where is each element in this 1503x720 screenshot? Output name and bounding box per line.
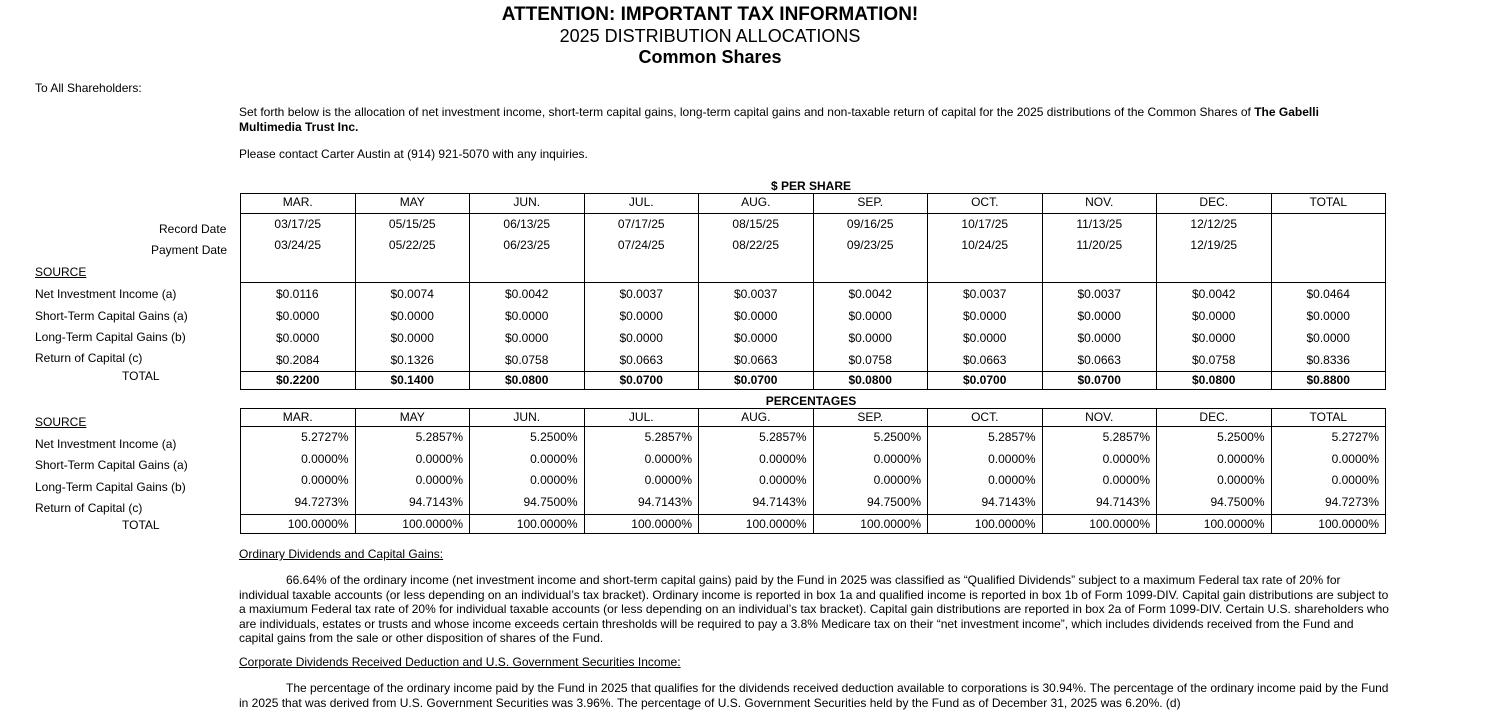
- fund-name: The Gabelli Multimedia Trust Inc.: [239, 105, 1319, 134]
- column-header: JUN.: [470, 409, 584, 427]
- value-block: [356, 283, 470, 371]
- row-label-ltcg: Long-Term Capital Gains (b): [35, 330, 186, 344]
- per-share-column: [1157, 194, 1272, 390]
- pct-value-cell: 5.2500%: [530, 430, 578, 444]
- row-label-total: TOTAL: [122, 369, 160, 383]
- corporate-paragraph: The percentage of the ordinary income paid by the Fund in 2025 that qualifies for the dividends received deduction available to corporations is 30.94%. The percentage of the ordinary income paid by the Fund in 2025 that was derived from U.S. Government Securities was 3.96%. The percentage of U.S. Government Securities held by the Fund as of December 31, 2025 was 6.20%. (d): [239, 681, 1389, 710]
- column-header: TOTAL: [1272, 194, 1386, 214]
- total-cell: $0.0800: [470, 371, 584, 389]
- pct-total-cell: 100.0000%: [1043, 514, 1157, 533]
- value-cell: $0.0758: [848, 353, 892, 367]
- value-cell: $0.0037: [963, 287, 1007, 301]
- column-header: JUL.: [585, 194, 699, 214]
- pct-value-cell: 5.2500%: [1217, 430, 1265, 444]
- value-cell: $0.0042: [505, 287, 549, 301]
- percentages-column: [1157, 409, 1272, 534]
- value-cell: $0.0000: [848, 309, 892, 323]
- column-header: SEP.: [814, 194, 928, 214]
- value-cell: $0.0000: [1192, 309, 1236, 323]
- ordinary-heading: Ordinary Dividends and Capital Gains:: [239, 547, 444, 561]
- pct-value-cell: 94.7143%: [637, 495, 692, 510]
- per-share-column: [1042, 194, 1157, 390]
- share-class-title: Common Shares: [638, 47, 782, 67]
- value-cell: $0.0000: [963, 309, 1007, 323]
- pct-value-cell: 0.0000%: [988, 473, 1036, 488]
- pct-value-cell: 5.2500%: [873, 430, 921, 444]
- percentages-column: [813, 409, 928, 534]
- total-cell: $0.0700: [928, 371, 1042, 389]
- pct-value-block: [356, 427, 470, 514]
- date-block: [470, 214, 584, 283]
- column-header: MAY: [356, 409, 470, 427]
- value-cell: $0.0758: [505, 353, 549, 367]
- pct-value-cell: 0.0000%: [988, 451, 1036, 466]
- value-cell: $0.0000: [390, 331, 434, 345]
- pct-value-block: [928, 427, 1042, 514]
- per-share-column: [355, 194, 470, 390]
- pct-value-cell: 94.7273%: [294, 495, 349, 510]
- record-date-cell: 11/13/25: [1076, 217, 1123, 231]
- pct-value-block: [1043, 427, 1157, 514]
- pct-value-cell: 0.0000%: [1217, 473, 1265, 488]
- value-block: [699, 283, 813, 371]
- percentages-column: [928, 409, 1043, 534]
- total-cell: $0.8800: [1272, 371, 1386, 389]
- date-block: [356, 214, 470, 283]
- record-date-cell: [1272, 216, 1386, 237]
- pct-value-cell: 0.0000%: [301, 473, 349, 488]
- column-header: OCT.: [928, 409, 1042, 427]
- pct-row-label-ltcg: Long-Term Capital Gains (b): [35, 480, 186, 494]
- payment-date-cell: 06/23/25: [503, 238, 551, 252]
- date-block: [1157, 214, 1271, 283]
- per-share-column: [699, 194, 814, 390]
- pct-value-cell: 94.7500%: [523, 495, 578, 510]
- row-label-roc: Return of Capital (c): [35, 351, 143, 365]
- pct-value-cell: 5.2727%: [1331, 430, 1379, 444]
- payment-date-cell: 10/24/25: [961, 238, 1009, 252]
- pct-value-cell: 5.2857%: [415, 430, 463, 444]
- payment-date-cell: 03/24/25: [274, 238, 322, 252]
- pct-value-block: [241, 427, 355, 514]
- pct-total-cell: 100.0000%: [241, 514, 355, 533]
- column-header: AUG.: [699, 409, 813, 427]
- record-date-label: Record Date: [159, 222, 227, 236]
- value-cell: $0.0000: [1077, 309, 1121, 323]
- record-date-cell: 10/17/25: [961, 217, 1009, 231]
- total-cell: $0.0700: [1043, 371, 1157, 389]
- per-share-column: [241, 194, 356, 390]
- per-share-column: [584, 194, 699, 390]
- pct-value-cell: 94.7143%: [981, 495, 1036, 510]
- pct-value-cell: 5.2857%: [1102, 430, 1150, 444]
- value-cell: $0.0000: [505, 331, 549, 345]
- pct-value-block: [814, 427, 928, 514]
- pct-value-cell: 5.2857%: [644, 430, 692, 444]
- percentages-column: [1271, 409, 1386, 534]
- value-cell: $0.0000: [1306, 309, 1350, 323]
- total-cell: $0.0800: [1157, 371, 1271, 389]
- pct-value-block: [585, 427, 699, 514]
- payment-date-cell: 08/22/25: [732, 238, 780, 252]
- page-title: ATTENTION: IMPORTANT TAX INFORMATION!: [501, 4, 919, 25]
- column-header: MAY: [356, 194, 470, 214]
- pct-row-label-nii: Net Investment Income (a): [35, 437, 177, 451]
- value-cell: $0.0663: [734, 353, 778, 367]
- per-share-column: [813, 194, 928, 390]
- pct-value-cell: 5.2857%: [988, 430, 1036, 444]
- pct-value-cell: 0.0000%: [1217, 451, 1265, 466]
- payment-date-label: Payment Date: [151, 243, 228, 257]
- record-date-cell: 09/16/25: [846, 217, 894, 231]
- pct-value-cell: 0.0000%: [415, 451, 463, 466]
- record-date-cell: 12/12/25: [1190, 217, 1238, 231]
- pct-total-cell: 100.0000%: [1157, 514, 1271, 533]
- percentages-column: [1042, 409, 1157, 534]
- value-cell: $0.0758: [1192, 353, 1236, 367]
- pct-value-cell: 0.0000%: [415, 473, 463, 488]
- value-cell: $0.0464: [1306, 287, 1350, 301]
- value-cell: $0.0037: [734, 287, 778, 301]
- column-header: DEC.: [1157, 194, 1271, 214]
- date-block: [814, 214, 928, 283]
- pct-total-cell: 100.0000%: [356, 514, 470, 533]
- date-block: [1272, 214, 1386, 283]
- value-block: [928, 283, 1042, 371]
- pct-value-block: [470, 427, 584, 514]
- percentages-column: [584, 409, 699, 534]
- total-cell: $0.1400: [356, 371, 470, 389]
- value-block: [470, 283, 584, 371]
- record-date-cell: 05/15/25: [388, 217, 436, 231]
- column-header: NOV.: [1043, 194, 1157, 214]
- contact-line: Please contact Carter Austin at (914) 921-5070 with any inquiries.: [239, 147, 588, 161]
- value-block: [241, 283, 355, 371]
- record-date-cell: 08/15/25: [732, 217, 780, 231]
- value-cell: $0.0000: [276, 331, 320, 345]
- pct-value-cell: 94.7273%: [1324, 495, 1379, 510]
- date-block: [585, 214, 699, 283]
- value-cell: $0.0663: [1077, 353, 1121, 367]
- pct-value-cell: 94.7143%: [752, 495, 807, 510]
- column-header: AUG.: [699, 194, 813, 214]
- payment-date-cell: 11/20/25: [1076, 238, 1123, 252]
- pct-value-cell: 94.7500%: [866, 495, 921, 510]
- pct-row-label-total: TOTAL: [122, 518, 160, 532]
- value-cell: $0.0000: [963, 331, 1007, 345]
- value-cell: $0.1326: [390, 353, 434, 367]
- corporate-heading: Corporate Dividends Received Deduction and U.S. Government Securities Income:: [239, 655, 681, 669]
- intro-text: Set forth below is the allocation of net investment income, short-term capital gains, long-term capital gains and non-taxable return of capital for the 2025 distributions of the Common Shares of: [239, 105, 1255, 119]
- pct-value-cell: 5.2857%: [759, 430, 807, 444]
- column-header: JUN.: [470, 194, 584, 214]
- pct-value-cell: 94.7143%: [408, 495, 463, 510]
- column-header: SEP.: [814, 409, 928, 427]
- pct-value-cell: 0.0000%: [759, 451, 807, 466]
- pct-source-label: SOURCE: [35, 415, 87, 429]
- payment-date-cell: 09/23/25: [846, 238, 894, 252]
- pct-value-cell: 0.0000%: [1102, 473, 1150, 488]
- record-date-cell: 03/17/25: [274, 217, 322, 231]
- pct-value-block: [699, 427, 813, 514]
- value-cell: $0.0037: [619, 287, 663, 301]
- pct-value-cell: 0.0000%: [530, 473, 578, 488]
- pct-value-cell: 0.0000%: [1102, 451, 1150, 466]
- value-cell: $0.0074: [390, 287, 434, 301]
- intro-paragraph: [239, 105, 1379, 134]
- per-share-heading: $ PER SHARE: [770, 179, 852, 193]
- pct-total-cell: 100.0000%: [928, 514, 1042, 533]
- percentages-table: [240, 408, 1386, 534]
- record-date-cell: 07/17/25: [617, 217, 665, 231]
- percentages-column: [470, 409, 585, 534]
- value-cell: $0.0000: [734, 309, 778, 323]
- value-cell: $0.0000: [619, 331, 663, 345]
- value-block: [1272, 283, 1386, 371]
- pct-value-cell: 0.0000%: [301, 451, 349, 466]
- value-cell: $0.0000: [390, 309, 434, 323]
- pct-value-cell: 0.0000%: [759, 473, 807, 488]
- value-cell: $0.0000: [276, 309, 320, 323]
- pct-value-cell: 94.7143%: [1095, 495, 1150, 510]
- pct-total-cell: 100.0000%: [699, 514, 813, 533]
- pct-value-cell: 0.0000%: [1331, 473, 1379, 488]
- pct-value-cell: 0.0000%: [873, 451, 921, 466]
- pct-value-cell: 94.7500%: [1210, 495, 1265, 510]
- pct-value-cell: 5.2727%: [301, 430, 349, 444]
- date-block: [699, 214, 813, 283]
- value-cell: $0.0000: [619, 309, 663, 323]
- percentages-column: [355, 409, 470, 534]
- row-label-stcg: Short-Term Capital Gains (a): [35, 309, 188, 323]
- column-header: JUL.: [585, 409, 699, 427]
- pct-value-block: [1157, 427, 1271, 514]
- value-cell: $0.0116: [276, 287, 319, 301]
- payment-date-cell: 07/24/25: [617, 238, 665, 252]
- value-block: [585, 283, 699, 371]
- per-share-column: [1271, 194, 1386, 390]
- date-block: [1043, 214, 1157, 283]
- value-cell: $0.0000: [848, 331, 892, 345]
- value-cell: $0.0000: [1077, 331, 1121, 345]
- date-block: [241, 214, 355, 283]
- pct-value-cell: 0.0000%: [530, 451, 578, 466]
- date-block: [928, 214, 1042, 283]
- value-cell: $0.8336: [1306, 353, 1350, 367]
- total-cell: $0.2200: [241, 371, 355, 389]
- pct-value-cell: 0.0000%: [644, 451, 692, 466]
- pct-value-cell: 0.0000%: [1331, 451, 1379, 466]
- value-cell: $0.2084: [276, 353, 320, 367]
- pct-total-cell: 100.0000%: [470, 514, 584, 533]
- column-header: MAR.: [241, 194, 355, 214]
- salutation: To All Shareholders:: [35, 81, 142, 95]
- value-cell: $0.0000: [1306, 331, 1350, 345]
- percentages-column: [241, 409, 356, 534]
- column-header: TOTAL: [1272, 409, 1386, 427]
- payment-date-cell: 05/22/25: [388, 238, 436, 252]
- per-share-column: [928, 194, 1043, 390]
- per-share-column: [470, 194, 585, 390]
- record-date-cell: 06/13/25: [503, 217, 551, 231]
- percentages-heading: PERCENTAGES: [765, 394, 857, 408]
- page-subtitle: 2025 DISTRIBUTION ALLOCATIONS: [559, 26, 861, 46]
- pct-row-label-roc: Return of Capital (c): [35, 501, 143, 515]
- column-header: OCT.: [928, 194, 1042, 214]
- row-label-nii: Net Investment Income (a): [35, 287, 177, 301]
- pct-total-cell: 100.0000%: [1272, 514, 1386, 533]
- pct-value-cell: 0.0000%: [644, 473, 692, 488]
- column-header: DEC.: [1157, 409, 1271, 427]
- value-cell: $0.0000: [1192, 331, 1236, 345]
- total-cell: $0.0800: [814, 371, 928, 389]
- column-header: NOV.: [1043, 409, 1157, 427]
- ordinary-paragraph: 66.64% of the ordinary income (net investment income and short-term capital gains) paid by the Fund in 2025 was classified as “Qualified Dividends” subject to a maximum Federal tax rate of 20% for individual taxable accounts (or less depending on an individual’s tax bracket). Ordinary income is reported in box 1a and qualified income is reported in box 1b of Form 1099-DIV. Capital gain distributions are subject to a maxiumum Federal tax rate of 20% for individual taxable accounts (or less depending on an individual’s tax bracket). Capital gain distributions are reported in box 2a of Form 1099-DIV. Certain U.S. shareholders who are individuals, estates or trusts and whose income exceeds certain thresholds will be required to pay a 3.8% Medicare tax on their “net investment income”, which includes dividends received from the Fund and capital gains from the sale or other disposition of shares of the Fund.: [239, 573, 1389, 645]
- value-cell: $0.0000: [734, 331, 778, 345]
- value-cell: $0.0042: [848, 287, 892, 301]
- total-cell: $0.0700: [585, 371, 699, 389]
- payment-date-cell: 12/19/25: [1190, 238, 1238, 252]
- value-cell: $0.0000: [505, 309, 549, 323]
- pct-row-label-stcg: Short-Term Capital Gains (a): [35, 458, 188, 472]
- value-block: [1043, 283, 1157, 371]
- value-cell: $0.0042: [1192, 287, 1236, 301]
- value-block: [1157, 283, 1271, 371]
- value-cell: $0.0663: [963, 353, 1007, 367]
- pct-total-cell: 100.0000%: [814, 514, 928, 533]
- value-cell: $0.0663: [619, 353, 663, 367]
- source-label: SOURCE: [35, 265, 87, 279]
- percentages-column: [699, 409, 814, 534]
- pct-value-block: [1272, 427, 1386, 514]
- total-cell: $0.0700: [699, 371, 813, 389]
- per-share-table: [240, 193, 1386, 390]
- value-cell: $0.0037: [1077, 287, 1121, 301]
- column-header: MAR.: [241, 409, 355, 427]
- pct-total-cell: 100.0000%: [585, 514, 699, 533]
- payment-date-cell: [1272, 237, 1386, 258]
- value-block: [814, 283, 928, 371]
- pct-value-cell: 0.0000%: [873, 473, 921, 488]
